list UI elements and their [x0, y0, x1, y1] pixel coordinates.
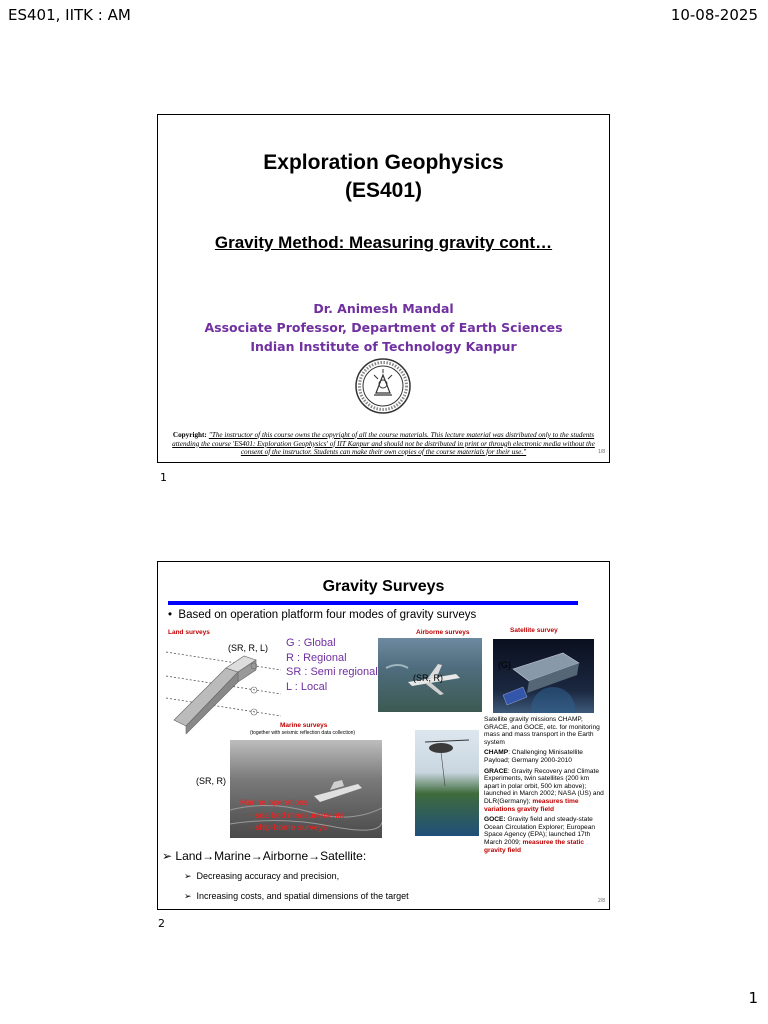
- marine-note: (together with seismic reflection data collection): [250, 730, 356, 736]
- airborne-surveys-label: Airborne surveys: [416, 629, 470, 636]
- slide-2: [157, 561, 610, 910]
- marine-tag: (SR, R): [196, 776, 226, 786]
- legend-global: G : Global: [286, 637, 336, 649]
- slide1-copyright: [163, 431, 604, 457]
- goce-red: measuree the static gravity field: [484, 838, 585, 854]
- bullet-text: Based on operation platform four modes of gravity surveys: [178, 609, 477, 621]
- slide1-author: Dr. Animesh Mandal: [313, 301, 454, 316]
- copyright-label: Copyright:: [172, 431, 207, 439]
- grace-desc: [484, 768, 606, 814]
- mode-legend: [286, 636, 378, 694]
- arrow-bullet-icon: ➢: [184, 891, 197, 901]
- slide1-title-line2: (ES401): [344, 179, 423, 202]
- goce-desc: [484, 816, 606, 854]
- marine-ops-title: Marine operations: [240, 797, 309, 807]
- marine-ops-seabed: - sea bed measurements: [250, 809, 345, 820]
- satellite-survey-label: Satellite survey: [510, 627, 558, 634]
- helicopter-photo: [415, 730, 479, 836]
- slide2-bullet: [168, 609, 476, 621]
- satellite-photo: [493, 639, 594, 713]
- legend-regional: R : Regional: [286, 651, 347, 664]
- grace-label: GRACE: [484, 767, 508, 775]
- satellite-tag: (G): [498, 660, 511, 670]
- slide1-title-line1: Exploration Geophysics: [263, 151, 504, 174]
- legend-local: L : Local: [286, 680, 328, 693]
- champ-desc: [484, 749, 606, 764]
- title-rule: [168, 601, 578, 605]
- sub-bullet-costs: [184, 891, 409, 902]
- header-date: 10-08-2025: [670, 6, 758, 24]
- sub-bullet-accuracy: [184, 871, 339, 882]
- marine-operations: [240, 796, 344, 834]
- champ-label: CHAMP: [484, 749, 509, 757]
- slide2-title: Gravity Surveys: [322, 578, 445, 595]
- progression-line: [162, 849, 366, 863]
- header-course: ES401, IITK : AM: [8, 6, 131, 24]
- airborne-tag: (SR, R): [413, 673, 443, 683]
- sat-intro: Satellite gravity missions CHAMP, GRACE, and GOCE, etc. for monitoring mass and mass transport in the Earth system: [484, 716, 600, 746]
- land-tag: (SR, R, L): [228, 643, 269, 653]
- marine-surveys-label: Marine surveys: [280, 722, 328, 729]
- slide2-page-label: 2/8: [598, 898, 605, 904]
- arrow-bullet-icon: ➢: [162, 849, 176, 863]
- slide1-page-label: 1/8: [598, 449, 605, 455]
- marine-photo: [230, 740, 382, 838]
- slide1-institute: Indian Institute of Technology Kanpur: [250, 339, 517, 354]
- champ-text: : Challenging Minisatellite Payload; Germany 2000-2010: [484, 749, 583, 764]
- sub-bullet-costs-text: Increasing costs, and spatial dimensions of the target: [196, 891, 409, 901]
- satellite-description: [484, 716, 606, 857]
- land-surveys-label: Land surveys: [168, 629, 210, 636]
- slide1-position: Associate Professor, Department of Earth Sciences: [204, 320, 563, 335]
- grace-text: : Gravity Recovery and Climate Experiments, twin satellites (200 km apart in polar orbit, 500 km above); launched in March 2002; NASA (US) and DLR(Germany);: [484, 767, 604, 805]
- footer-page-number: 1: [748, 989, 758, 1007]
- grace-red: measures time variations gravity field: [484, 797, 579, 813]
- slide1-subtitle: Gravity Method: Measuring gravity cont…: [214, 233, 553, 252]
- legend-semi-regional: SR : Semi regional: [286, 666, 378, 678]
- arrow-bullet-icon: ➢: [184, 871, 197, 881]
- goce-label: GOCE:: [484, 816, 506, 824]
- slide2-number: 2: [158, 917, 165, 930]
- progression-text: Land→Marine→Airborne→Satellite:: [175, 849, 367, 863]
- iitk-seal-logo: [354, 357, 412, 415]
- sub-bullet-accuracy-text: Decreasing accuracy and precision,: [196, 871, 340, 881]
- copyright-text: "The instructor of this course owns the copyright of all the course materials. This lecture material was distributed only to the students attending the course 'ES401: Exploration Geophysics' of IIT Kanpur and should not be distributed in print or through electronic media without the consent of the instructor. Students can make their own copies of the course materials for their use.": [172, 431, 595, 456]
- bullet-dot-icon: •: [168, 609, 179, 621]
- goce-text: Gravity field and steady-state Ocean Circulation Explorer; European Space Agency (EPA); launched 17th March 2009;: [484, 816, 596, 846]
- slide-1: [157, 114, 610, 463]
- slide1-number: 1: [160, 471, 167, 484]
- marine-ops-shipborne: - ship-borne surveys: [250, 822, 328, 832]
